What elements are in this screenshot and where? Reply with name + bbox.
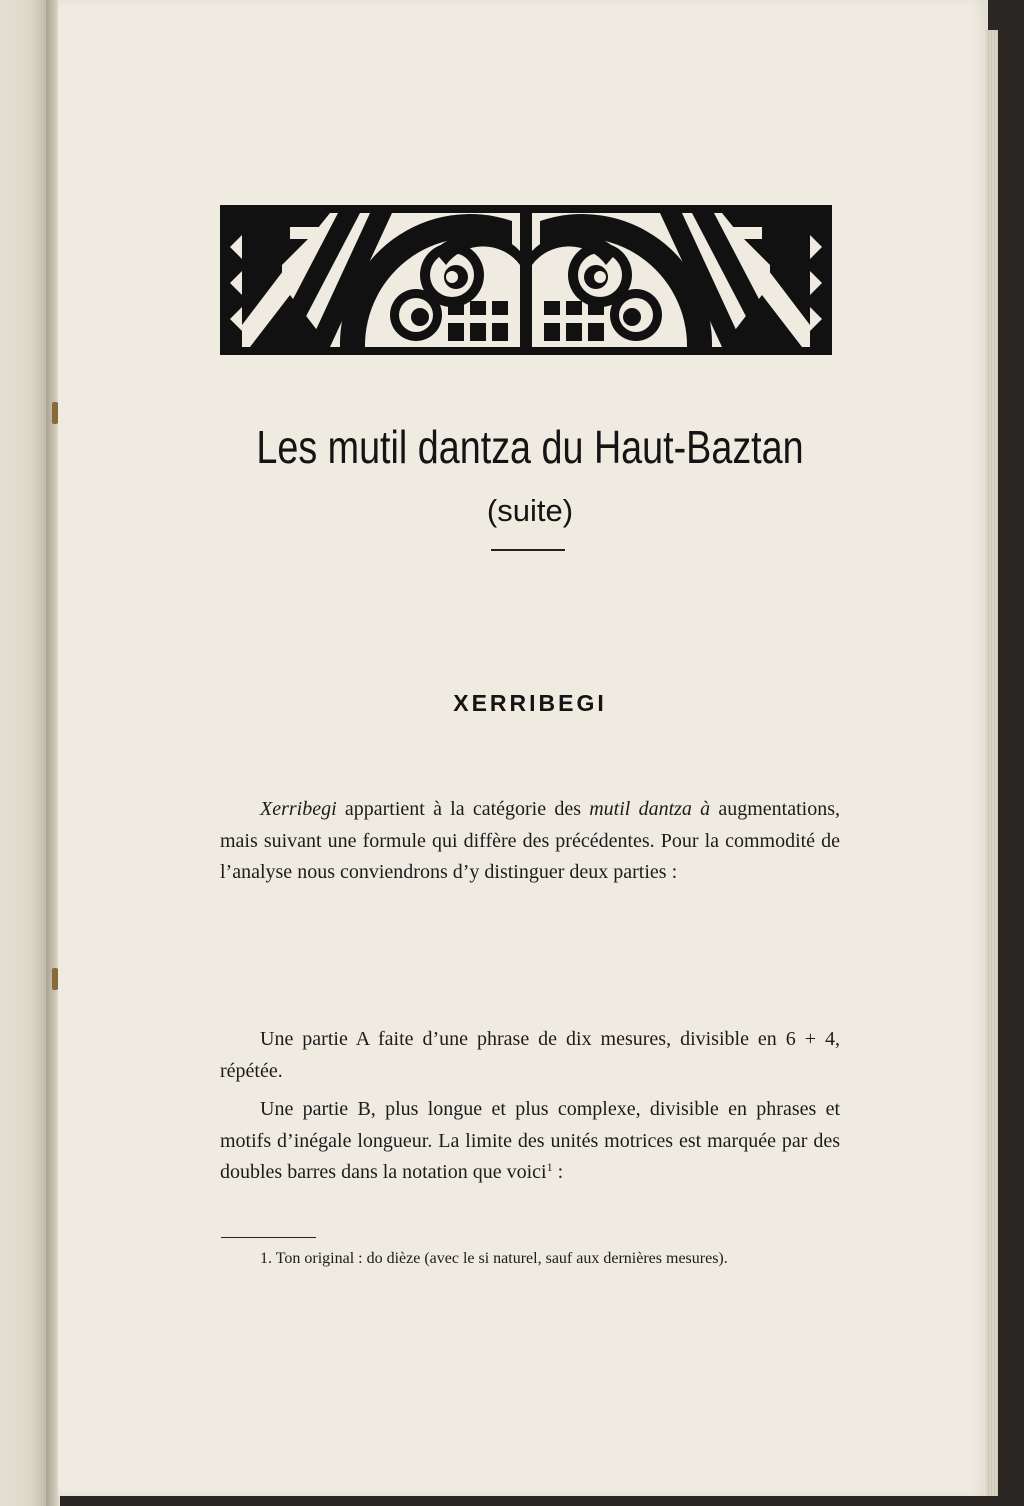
facing-page-edge: [0, 0, 50, 1506]
page-stack-edge: [986, 30, 998, 1496]
italic-term-xerribegi: Xerribegi: [260, 798, 337, 820]
decorative-ornament-band: [220, 205, 832, 355]
page-subtitle: (suite): [486, 493, 574, 528]
paragraph-intro-text-2: augmentations, mais suivant une formule qui diffère des précédentes. Pour la commodité de l’analyse nous conviendrons d’y distinguer deux parties :: [220, 798, 841, 883]
footnote: 1. Ton original : do dièze (avec le si naturel, sauf aux dernières mesures).: [260, 1250, 728, 1267]
paragraph-intro-text-1: appartient à la catégorie des: [336, 798, 590, 820]
paragraph-part-b-text: Une partie B, plus longue et plus complexe, divisible en phrases et motifs d’inégale longueur. La limite des unités motrices est marquée par des doubles barres dans la notation que voici: [220, 1098, 840, 1183]
paragraph-part-a: Une partie A faite d’une phrase de dix mesures, divisible en 6 + 4, répétée.: [220, 1028, 840, 1082]
paragraph-part-b: [220, 1094, 840, 1189]
paragraph-intro: [220, 794, 840, 889]
page-title: Les mutil dantza du Haut-Baztan: [256, 421, 804, 473]
section-heading: XERRIBEGI: [453, 690, 607, 716]
footnote-reference[interactable]: 1: [546, 1160, 553, 1174]
footnote-divider: [221, 1237, 316, 1238]
title-divider: [491, 549, 565, 551]
italic-term-mutil-dantza: mutil dantza à: [589, 798, 711, 820]
paragraph-part-b-tail: :: [552, 1161, 564, 1183]
